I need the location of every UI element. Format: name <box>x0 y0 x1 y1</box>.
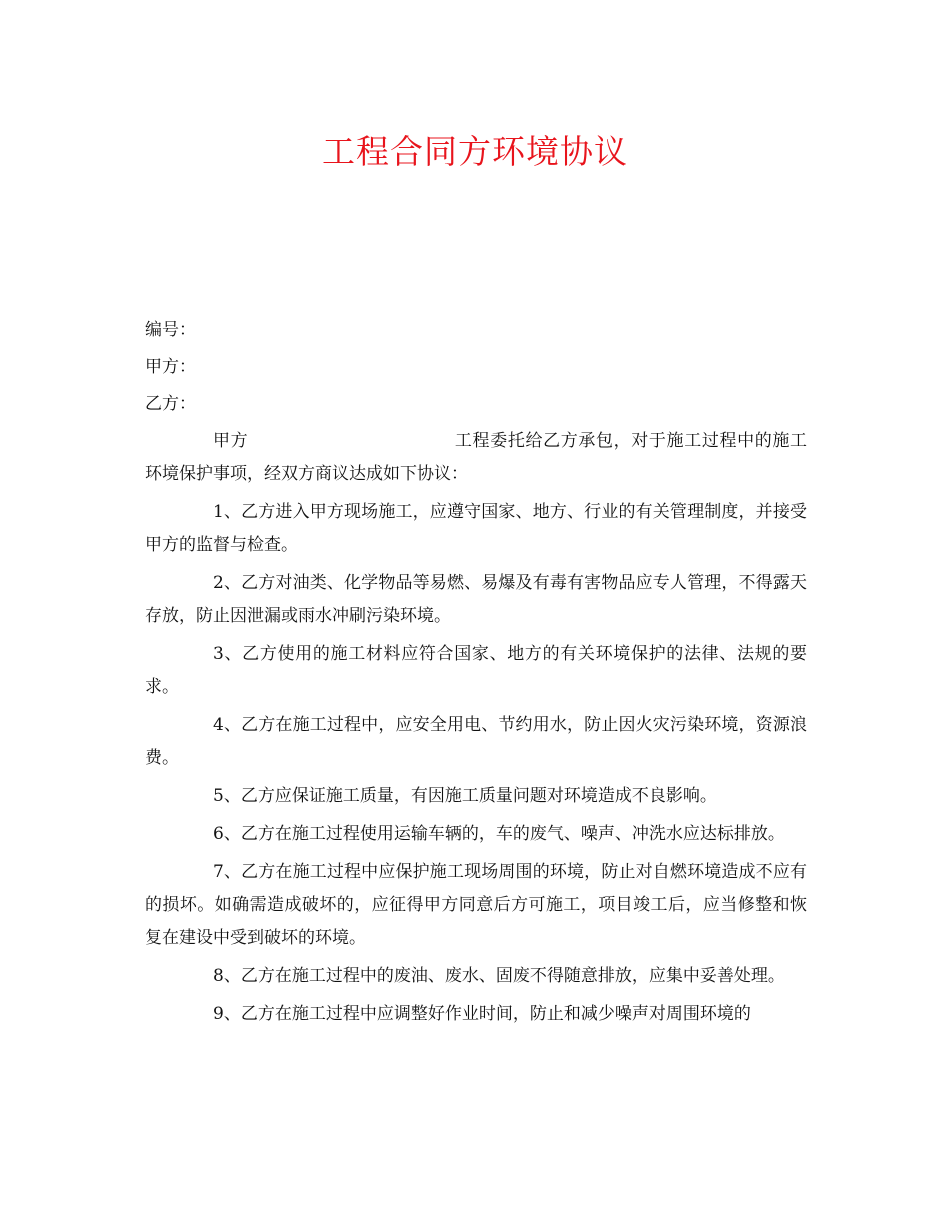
intro-prefix: 甲方 <box>213 431 249 451</box>
clause-2: 2、乙方对油类、化学物品等易燃、易爆及有毒有害物品应专人管理，不得露天存放，防止因泄漏或雨水冲刷污染环境。 <box>145 573 807 626</box>
party-a-label: 甲方： <box>145 357 196 377</box>
clause-4: 4、乙方在施工过程中，应安全用电、节约用水，防止因火灾污染环境，资源浪费。 <box>145 715 807 768</box>
document-title: 工程合同方环境协议 <box>322 132 628 171</box>
document-meta <box>145 318 825 429</box>
clause-9: 9、乙方在施工过程中应调整好作业时间，防止和减少噪声对周围环境的 <box>213 1004 751 1024</box>
intro-paragraph <box>145 425 807 491</box>
clause-7: 7、乙方在施工过程中应保护施工现场周围的环境，防止对自燃环境造成不应有的损坏。如确需造成破坏的，应征得甲方同意后方可施工，项目竣工后，应当修整和恢复在建设中受到破坏的环境。 <box>145 862 807 948</box>
clause-6: 6、乙方在施工过程使用运输车辆的，车的废气、噪声、冲洗水应达标排放。 <box>213 824 785 844</box>
agreement-body <box>145 425 807 1036</box>
clause-8: 8、乙方在施工过程中的废油、废水、固废不得随意排放，应集中妥善处理。 <box>213 966 785 986</box>
clause-3: 3、乙方使用的施工材料应符合国家、地方的有关环境保护的法律、法规的要求。 <box>145 644 807 697</box>
number-field-label: 编号： <box>145 320 196 340</box>
clause-5: 5、乙方应保证施工质量，有因施工质量问题对环境造成不良影响。 <box>213 786 717 806</box>
party-b-label: 乙方： <box>145 394 196 414</box>
intro-suffix: 工程委托给乙方承包，对于施工过程中的施工环境保护事项，经双方商议达成如下协议： <box>145 431 808 484</box>
clause-1: 1、乙方进入甲方现场施工，应遵守国家、地方、行业的有关管理制度，并接受甲方的监督与检查。 <box>145 502 807 555</box>
